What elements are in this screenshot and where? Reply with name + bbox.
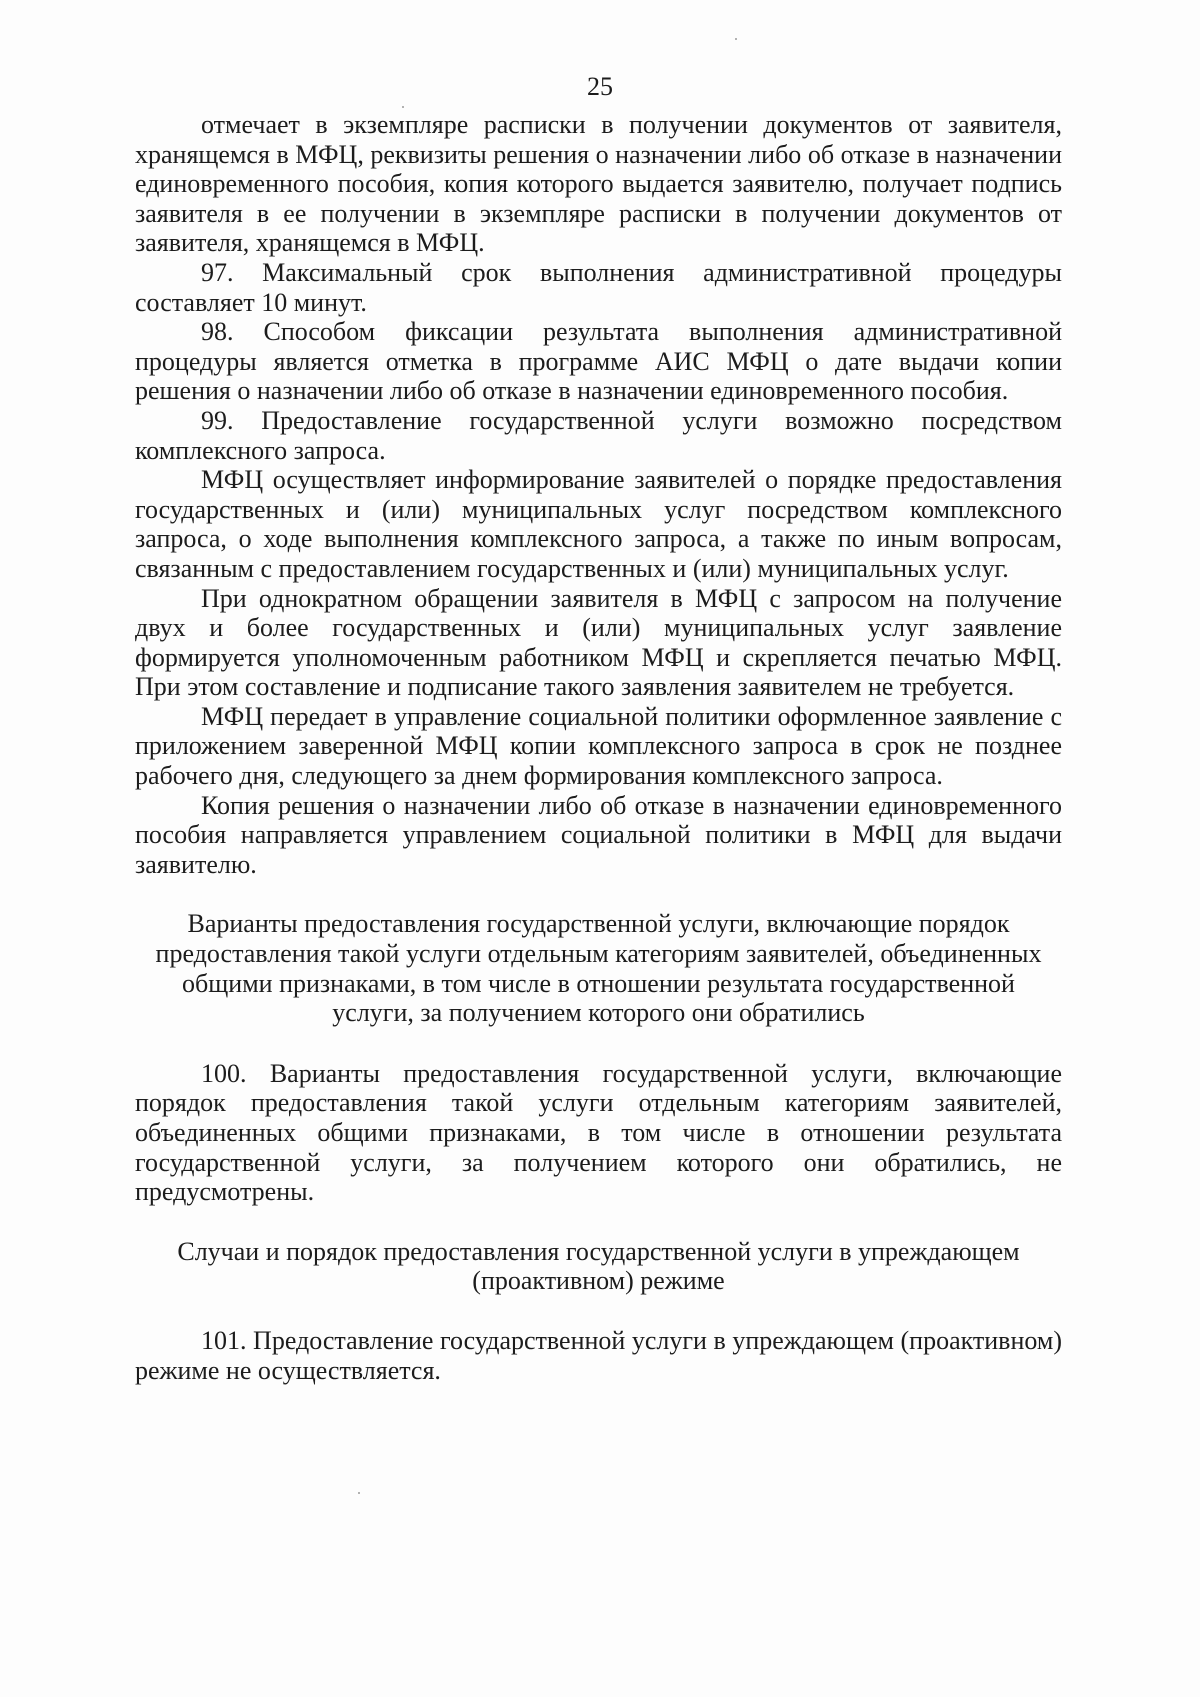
- paragraph-100: 100. Варианты предоставления государственной услуги, включающие порядок предоставления такой услуги отдельным категориям заявителей, объединенных общими признаками, в том числе в отношении результата государственной услуги, за получением которого они обратились, не предусмотрены.: [135, 1058, 1062, 1207]
- scan-speck: [735, 38, 737, 40]
- paragraph-99-transfer: МФЦ передает в управление социальной политики оформленное заявление с приложением заверенной МФЦ копии комплексного запроса в срок не позднее рабочего дня, следующего за днем формирования комплексного запроса.: [135, 701, 1062, 791]
- scan-speck: [402, 106, 404, 108]
- paragraph-continuation: отмечает в экземпляре расписки в получении документов от заявителя, хранящемся в МФЦ, реквизиты решения о назначении либо об отказе в назначении единовременного пособия, копия которого выдается заявителю, получает подпись заявителя в ее получении в экземпляре расписки в получении документов от заявителя, хранящемся в МФЦ.: [135, 110, 1062, 258]
- paragraph-99-informing: МФЦ осуществляет информирование заявителей о порядке предоставления государственных и (или) муниципальных услуг посредством комплексного запроса, о ходе выполнения комплексного запроса, а также по иным вопросам, связанным с предоставлением государственных и (или) муниципальных услуг.: [135, 465, 1062, 583]
- paragraph-97: 97. Максимальный срок выполнения административной процедуры составляет 10 минут.: [135, 257, 1062, 317]
- paragraph-99-copy: Копия решения о назначении либо об отказе в назначении единовременного пособия направляется управлением социальной политики в МФЦ для выдачи заявителю.: [135, 790, 1062, 879]
- page-number: 25: [587, 72, 613, 101]
- paragraph-99: 99. Предоставление государственной услуги возможно посредством комплексного запроса.: [135, 405, 1062, 465]
- paragraph-101: 101. Предоставление государственной услуги в упреждающем (проактивном) режиме не осуществляется.: [135, 1325, 1062, 1385]
- section-heading-variants: Варианты предоставления государственной услуги, включающие порядок предоставления такой услуги отдельным категориям заявителей, объединенных общими признаками, в том числе в отношении результата государственной услуги, за получением которого они обратились: [155, 909, 1042, 1028]
- scan-speck: [358, 1492, 360, 1494]
- paragraph-99-single-request: При однократном обращении заявителя в МФЦ с запросом на получение двух и более государственных и (или) муниципальных услуг заявление формируется уполномоченным работником МФЦ и скрепляется печатью МФЦ. При этом составление и подписание такого заявления заявителем не требуется.: [135, 583, 1062, 702]
- paragraph-98: 98. Способом фиксации результата выполнения административной процедуры является отметка в программе АИС МФЦ о дате выдачи копии решения о назначении либо об отказе в назначении единовременного пособия.: [135, 317, 1062, 406]
- section-heading-proactive: Случаи и порядок предоставления государственной услуги в упреждающем (проактивном) режиме: [177, 1236, 1020, 1296]
- document-body: [135, 110, 1062, 1385]
